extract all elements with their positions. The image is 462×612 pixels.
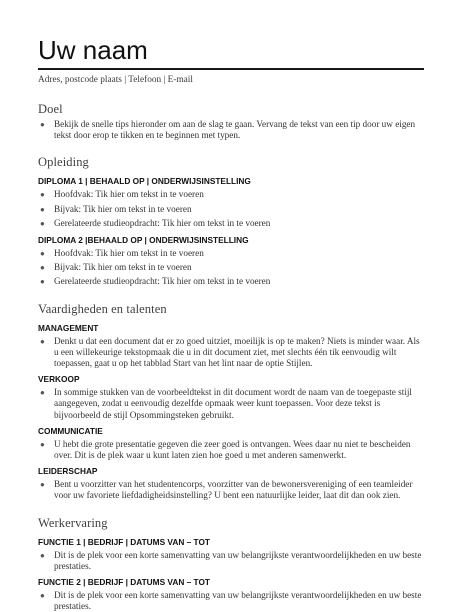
list-item[interactable] [38,204,424,215]
skill-heading-leiderschap[interactable]: LEIDERSCHAP [38,466,98,477]
bullet-icon: ● [40,439,45,449]
bullet-icon: ● [40,249,45,259]
doel-list [38,119,424,141]
bullet-icon: ● [40,591,45,601]
resume-name[interactable]: Uw naam [38,35,148,65]
skill-verkoop-list [38,387,424,421]
list-item[interactable] [38,336,424,370]
section-doel [38,102,424,141]
section-title-doel[interactable]: Doel [38,102,63,116]
list-item[interactable] [38,189,424,200]
job-2-list [38,590,424,612]
skill-heading-verkoop[interactable]: VERKOOP [38,374,80,385]
list-item[interactable] [38,590,424,612]
list-item[interactable] [38,276,424,287]
bullet-icon: ● [40,277,45,287]
bullet-icon: ● [40,263,45,273]
contact-line[interactable]: Adres, postcode plaats | Telefoon | E-mail [38,75,193,85]
section-title-vaardigheden[interactable]: Vaardigheden en talenten [38,301,167,316]
list-item-text: Bekijk de snelle tips hieronder om aan de slag te gaan. Vervang de tekst van een tip door uw eigen tekst door erop te tikken en te beginnen met typen. [54,119,416,141]
list-item-text: Hoofdvak: Tik hier om tekst in te voeren [54,189,204,200]
list-item[interactable] [38,479,424,501]
list-item[interactable] [38,550,424,572]
list-item-text: Bijvak: Tik hier om tekst in te voeren [54,262,192,273]
diploma-1-list [38,189,424,229]
section-vaardigheden [38,302,424,502]
bullet-icon: ● [40,550,45,560]
list-item-text: Gerelateerde studieopdracht: Tik hier om tekst in te voeren [54,217,271,228]
diploma-heading-1[interactable]: DIPLOMA 1 | BEHAALD OP | ONDERWIJSINSTELLING [38,176,251,187]
job-1-list [38,550,424,572]
section-title-werkervaring[interactable]: Werkervaring [38,515,108,530]
bullet-icon: ● [40,190,45,200]
list-item[interactable] [38,262,424,273]
diploma-2-list [38,248,424,288]
skill-leiderschap-list [38,479,424,501]
list-item[interactable] [38,119,424,141]
bullet-icon: ● [40,204,45,214]
section-opleiding [38,155,424,287]
list-item-text: Dit is de plek voor een korte samenvatting van uw belangrijkste verantwoordelijkheden en uw beste prestaties. [54,590,422,612]
skill-communicatie-list [38,439,424,461]
bullet-icon: ● [40,120,45,129]
job-heading-1[interactable]: FUNCTIE 1 | BEDRIJF | DATUMS VAN – TOT [38,536,210,547]
list-item-text: Dit is de plek voor een korte samenvatting van uw belangrijkste verantwoordelijkheden en uw beste prestaties. [54,549,422,571]
job-heading-2[interactable]: FUNCTIE 2 | BEDRIJF | DATUMS VAN – TOT [38,577,210,588]
list-item-text: Bent u voorzitter van het studentencorps, voorzitter van de bewonersvereniging of een teamleider voor uw favoriete liefdadigheidsinstelling? U bent een natuurlijke leider, laat dit dan ook zien. [54,479,413,501]
diploma-heading-2[interactable]: DIPLOMA 2 |BEHAALD OP | ONDERWIJSINSTELLING [38,235,249,246]
bullet-icon: ● [40,218,45,228]
list-item-text: Denkt u dat een document dat er zo goed uitziet, moeilijk is op te maken? Niets is minder waar. Als u een willekeurige tekstopmaak die u in dit document ziet, met slechts één tik eenvoudig wilt toepassen, gaat u op het tabblad Start van het lint naar de optie Stijlen. [54,335,420,369]
list-item-text: In sommige stukken van de voorbeeldtekst in dit document wordt de naam van de toegepaste stijl aangegeven, zodat u eenvoudig dezelfde opmaak weer kunt toepassen. Voor deze tekst is bijvoorbeeld de stijl Opsommingsteken gebruikt. [54,387,412,420]
list-item-text: U hebt die grote presentatie gegeven die zeer goed is ontvangen. Wees daar nu niet te bescheiden over. Dit is de plek waar u kunt laten zien hoe goed u met anderen samenwerkt. [54,438,411,461]
skill-management-list [38,336,424,370]
list-item[interactable] [38,248,424,259]
list-item[interactable] [38,218,424,229]
list-item-text: Gerelateerde studieopdracht: Tik hier om tekst in te voeren [54,276,271,287]
skill-heading-management[interactable]: MANAGEMENT [38,322,99,333]
skill-heading-communicatie[interactable]: COMMUNICATIE [38,425,103,436]
list-item-text: Hoofdvak: Tik hier om tekst in te voeren [54,248,204,259]
list-item-text: Bijvak: Tik hier om tekst in te voeren [54,203,192,214]
section-werkervaring [38,516,424,612]
bullet-icon: ● [40,480,45,490]
bullet-icon: ● [40,336,45,346]
list-item[interactable] [38,387,424,421]
bullet-icon: ● [40,388,45,398]
list-item[interactable] [38,439,424,461]
header-divider [38,68,424,70]
section-title-opleiding[interactable]: Opleiding [38,155,89,170]
